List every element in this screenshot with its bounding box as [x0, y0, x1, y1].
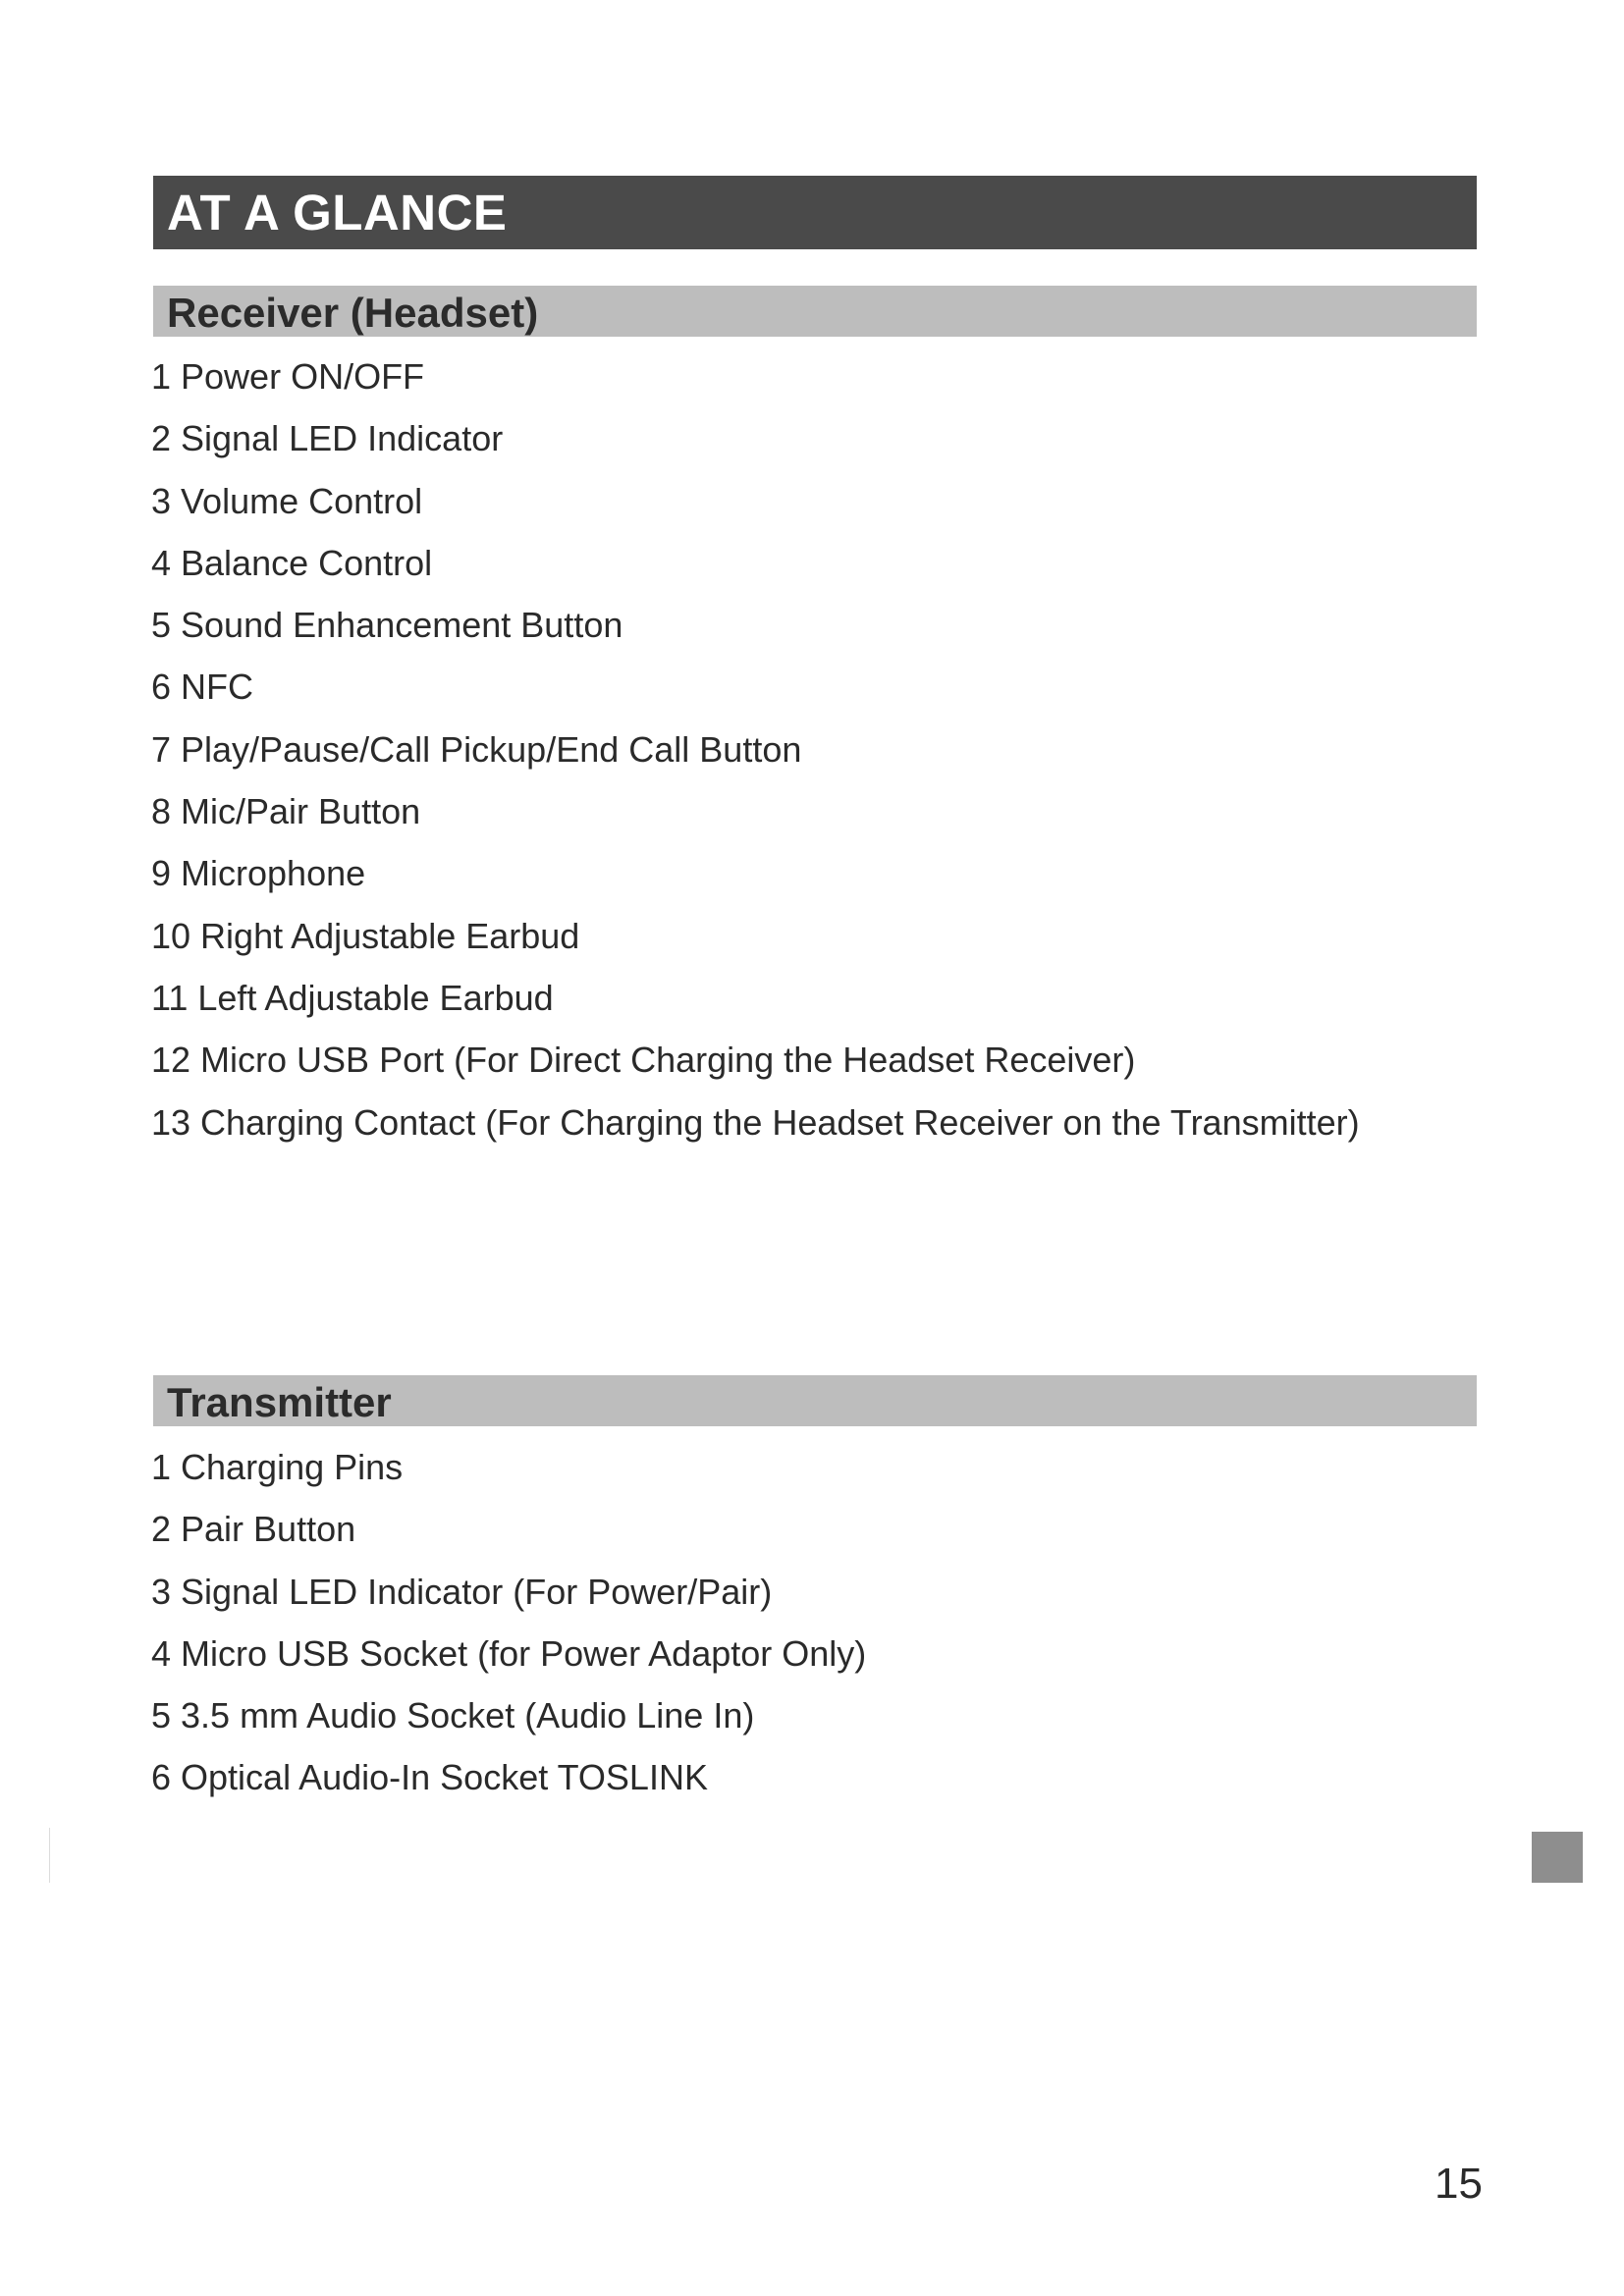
receiver-item: 6 NFC	[151, 667, 254, 708]
page-heading: AT A GLANCE	[153, 176, 1477, 249]
receiver-item: 13 Charging Contact (For Charging the Headset Receiver on the Transmitter)	[151, 1101, 1360, 1143]
receiver-item-list	[151, 346, 1360, 1153]
transmitter-item: 3 Signal LED Indicator (For Power/Pair)	[151, 1571, 773, 1612]
transmitter-item: 6 Optical Audio-In Socket TOSLINK	[151, 1757, 708, 1798]
receiver-item: 11 Left Adjustable Earbud	[151, 977, 554, 1018]
receiver-item: 12 Micro USB Port (For Direct Charging the Headset Receiver)	[151, 1040, 1136, 1081]
transmitter-item: 4 Micro USB Socket (for Power Adaptor Only)	[151, 1632, 867, 1674]
receiver-item: 8 Mic/Pair Button	[151, 791, 421, 832]
transmitter-item: 2 Pair Button	[151, 1509, 356, 1550]
page-number: 15	[1435, 2160, 1483, 2208]
section-tab-marker	[1532, 1832, 1583, 1883]
transmitter-item-list	[151, 1436, 866, 1809]
receiver-item: 1 Power ON/OFF	[151, 356, 425, 397]
transmitter-section-title: Transmitter	[153, 1375, 1477, 1426]
receiver-item: 2 Signal LED Indicator	[151, 418, 504, 459]
transmitter-item: 1 Charging Pins	[151, 1447, 404, 1487]
receiver-item: 9 Microphone	[151, 853, 366, 894]
receiver-item: 7 Play/Pause/Call Pickup/End Call Button	[151, 728, 802, 770]
receiver-item: 10 Right Adjustable Earbud	[151, 915, 580, 956]
receiver-section-title: Receiver (Headset)	[153, 286, 1477, 337]
receiver-item: 4 Balance Control	[151, 542, 433, 583]
margin-rule	[49, 1828, 50, 1883]
transmitter-item: 5 3.5 mm Audio Socket (Audio Line In)	[151, 1695, 755, 1736]
receiver-item: 3 Volume Control	[151, 480, 423, 521]
receiver-item: 5 Sound Enhancement Button	[151, 605, 623, 646]
